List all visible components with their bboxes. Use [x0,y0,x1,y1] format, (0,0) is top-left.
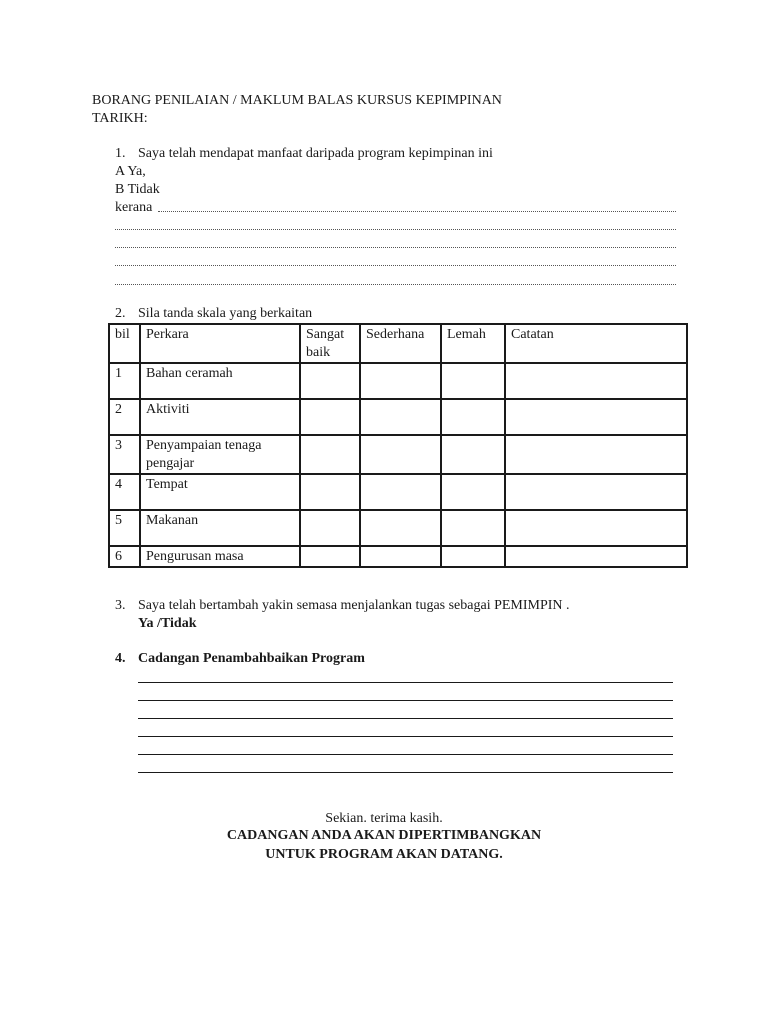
date-label: TARIKH: [92,111,148,126]
rating-cell-lemah[interactable] [441,510,505,546]
row-bil: 4 [109,474,140,510]
suggestion-line[interactable] [138,718,673,719]
form-title: BORANG PENILAIAN / MAKLUM BALAS KURSUS KEPIMPINAN [92,93,502,108]
row-item: Bahan ceramah [140,363,300,399]
suggestion-line[interactable] [138,754,673,755]
rating-cell-lemah[interactable] [441,546,505,567]
row-bil: 6 [109,546,140,567]
row-bil: 3 [109,435,140,474]
table-row [109,363,687,399]
closing-line-2: UNTUK PROGRAM AKAN DATANG. [265,847,503,862]
header-sederhana: Sederhana [360,324,441,363]
q2-text: Sila tanda skala yang berkaitan [138,306,313,321]
row-bil: 1 [109,363,140,399]
table-row [109,474,687,510]
header-perkara: Perkara [140,324,300,363]
remarks-cell[interactable] [505,510,687,546]
remarks-cell[interactable] [505,546,687,567]
rating-cell-sederhana[interactable] [360,435,441,474]
rating-cell-sangat-baik[interactable] [300,546,360,567]
suggestion-line[interactable] [138,772,673,773]
rating-table [108,323,688,568]
suggestion-line[interactable] [138,700,673,701]
rating-cell-lemah[interactable] [441,435,505,474]
table-header-row [109,324,687,363]
rating-cell-lemah[interactable] [441,474,505,510]
rating-cell-lemah[interactable] [441,363,505,399]
table-row [109,546,687,567]
row-bil: 5 [109,510,140,546]
q4-text: Cadangan Penambahbaikan Program [138,651,365,666]
q3-answer[interactable]: Ya /Tidak [138,616,197,631]
table-row [109,510,687,546]
header-bil: bil [109,324,140,363]
q1-number: 1. [115,146,126,161]
row-item: Penyampaian tenaga pengajar [140,435,300,474]
rating-cell-sederhana[interactable] [360,474,441,510]
table-row [109,435,687,474]
q1-option-b: B Tidak [115,182,160,197]
row-item: Aktiviti [140,399,300,435]
q1-reason-line[interactable] [158,211,676,212]
table-row [109,399,687,435]
rating-cell-sangat-baik[interactable] [300,363,360,399]
q1-reason-line[interactable] [115,284,676,285]
rating-cell-sangat-baik[interactable] [300,510,360,546]
thanks-text: Sekian. terima kasih. [325,811,443,826]
header-sangat-baik: Sangat baik [300,324,360,363]
q1-reason-label: kerana [115,200,153,215]
rating-cell-sangat-baik[interactable] [300,399,360,435]
q3-text: Saya telah bertambah yakin semasa menjalankan tugas sebagai PEMIMPIN . [138,598,570,613]
q1-reason-line[interactable] [115,247,676,248]
header-lemah: Lemah [441,324,505,363]
q1-text: Saya telah mendapat manfaat daripada program kepimpinan ini [138,146,493,161]
rating-cell-sangat-baik[interactable] [300,474,360,510]
row-item: Tempat [140,474,300,510]
rating-cell-sederhana[interactable] [360,399,441,435]
q1-option-a: A Ya, [115,164,146,179]
rating-cell-sederhana[interactable] [360,546,441,567]
closing-line-1: CADANGAN ANDA AKAN DIPERTIMBANGKAN [226,828,542,843]
header-catatan: Catatan [505,324,687,363]
suggestion-line[interactable] [138,682,673,683]
row-bil: 2 [109,399,140,435]
suggestion-line[interactable] [138,736,673,737]
row-item: Makanan [140,510,300,546]
q1-reason-line[interactable] [115,229,676,230]
row-item: Pengurusan masa [140,546,300,567]
remarks-cell[interactable] [505,363,687,399]
rating-cell-sederhana[interactable] [360,363,441,399]
remarks-cell[interactable] [505,435,687,474]
remarks-cell[interactable] [505,474,687,510]
q1-reason-line[interactable] [115,265,676,266]
rating-cell-sederhana[interactable] [360,510,441,546]
q2-number: 2. [115,306,126,321]
remarks-cell[interactable] [505,399,687,435]
q3-number: 3. [115,598,126,613]
q4-number: 4. [115,651,126,666]
rating-cell-lemah[interactable] [441,399,505,435]
rating-cell-sangat-baik[interactable] [300,435,360,474]
